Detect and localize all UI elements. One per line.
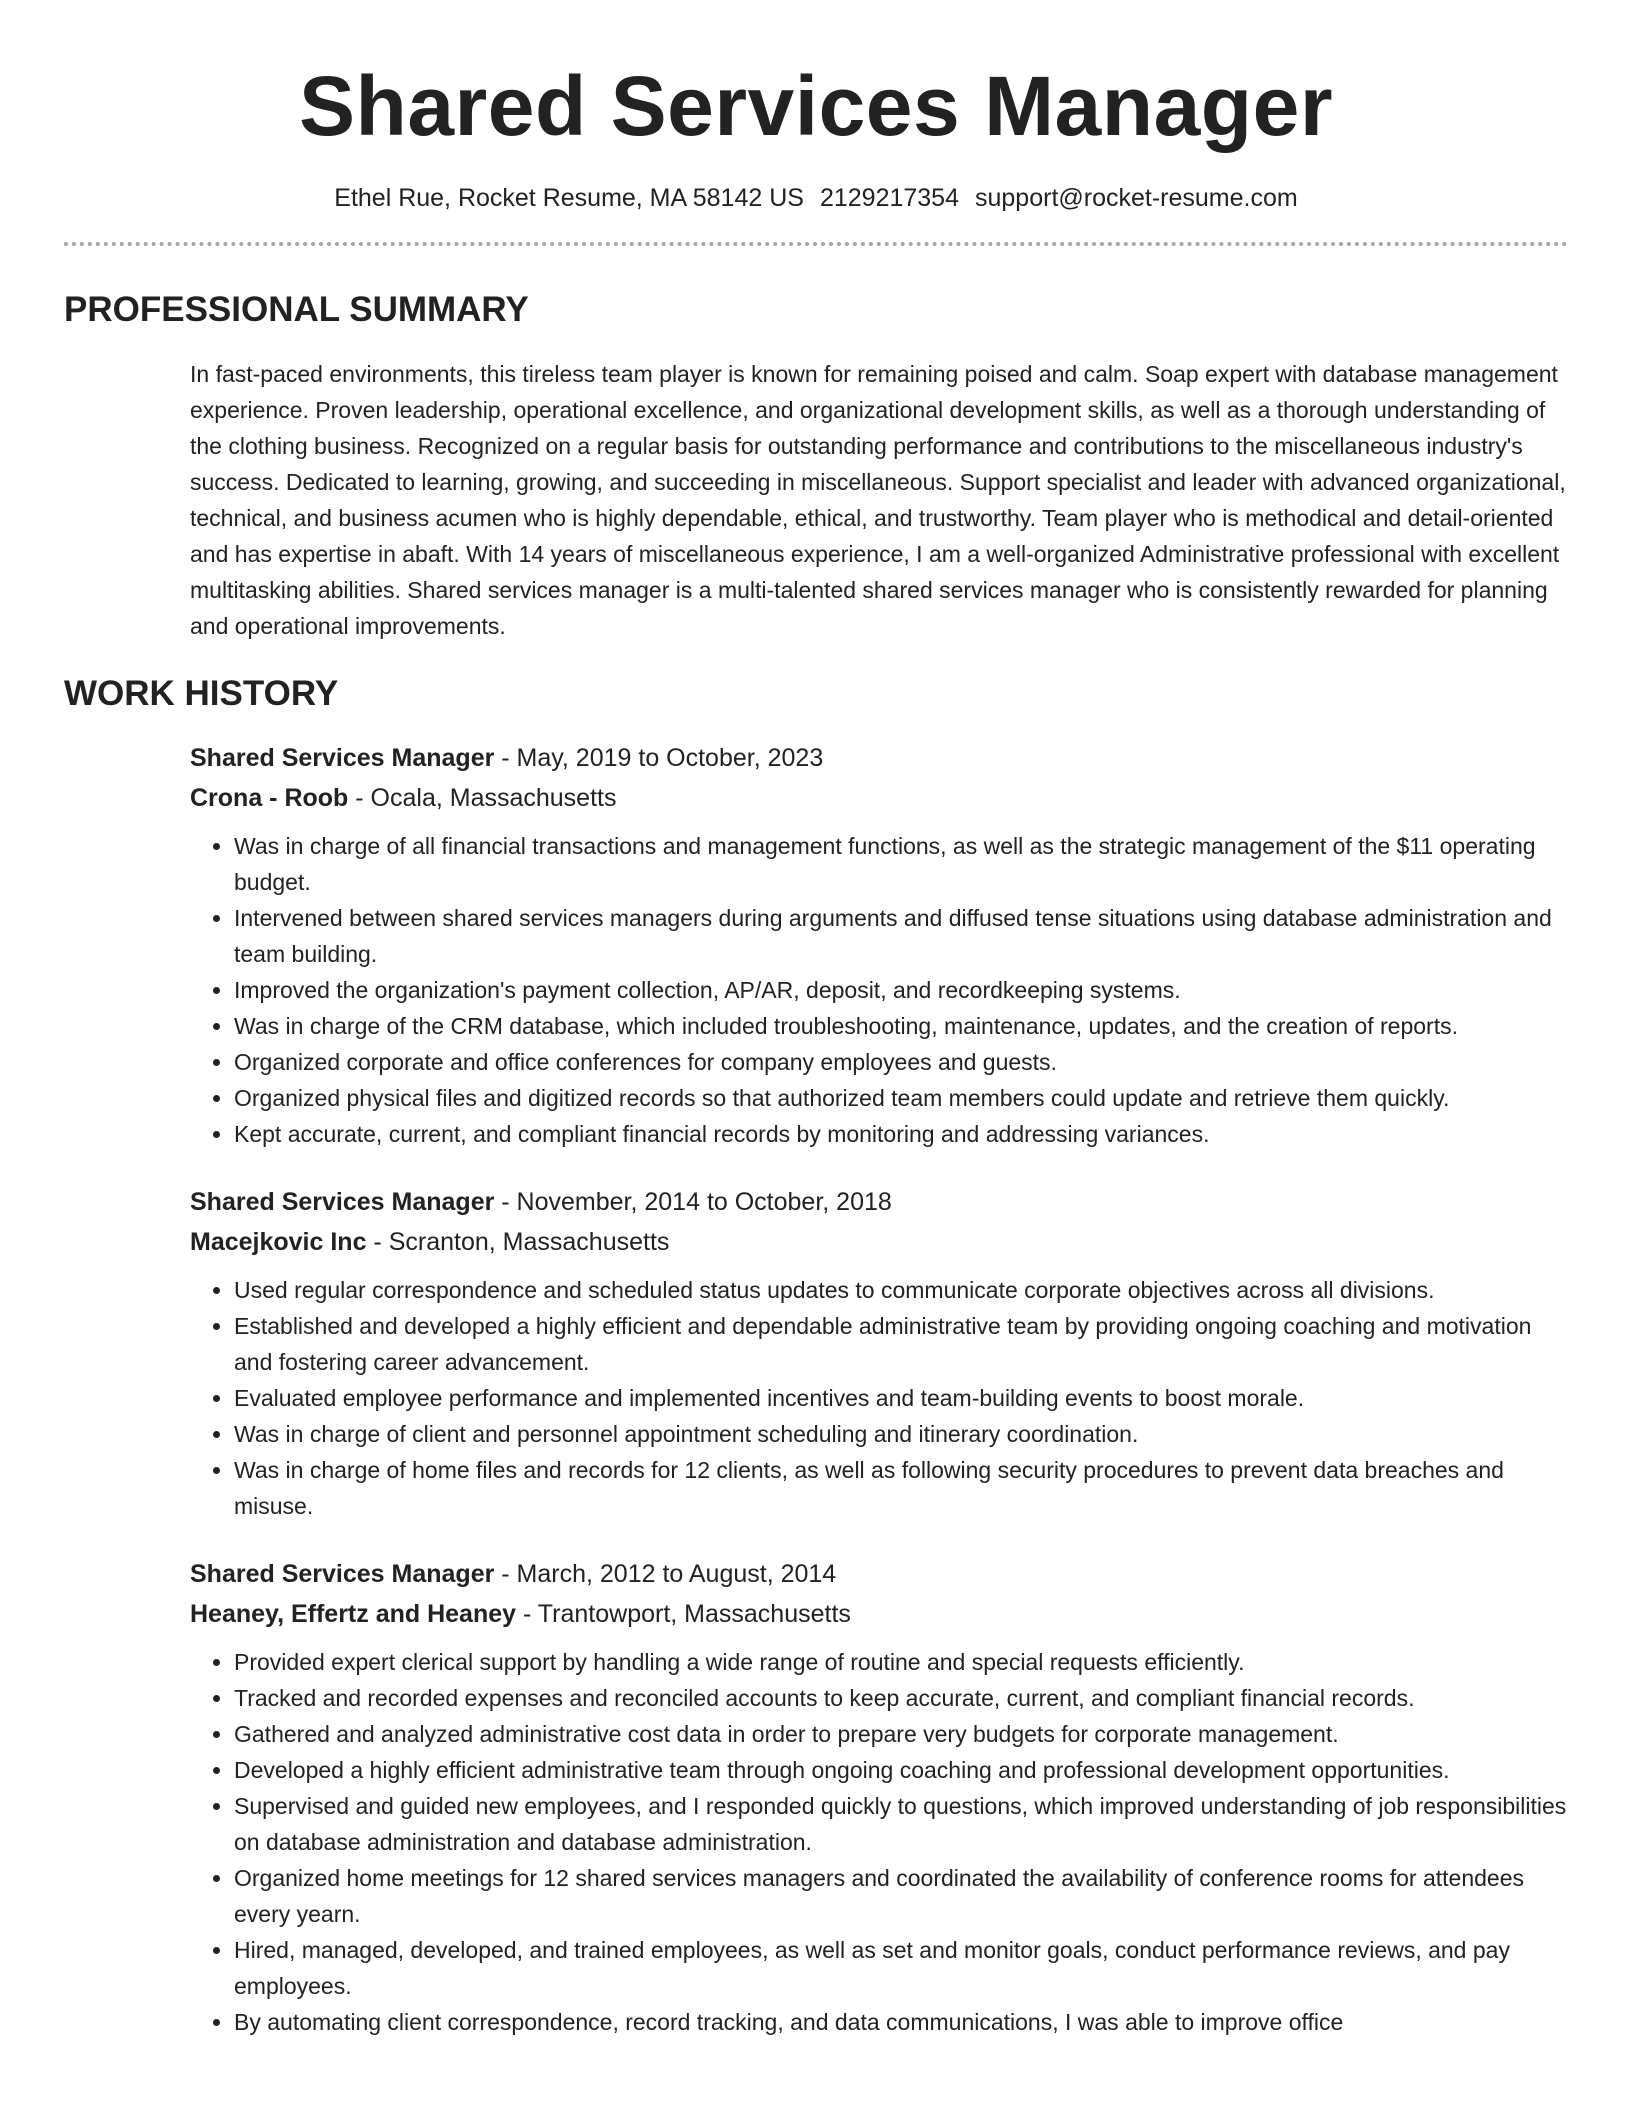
job-bullet: • Organized physical files and digitized records so that authorized team members could update and retrieve them quickly. [234, 1080, 1568, 1116]
job-bullet: • Provided expert clerical support by handling a wide range of routine and special requests efficiently. [234, 1644, 1568, 1680]
job-company-line [190, 1222, 1568, 1262]
job-bullet: • Organized corporate and office conferences for company employees and guests. [234, 1044, 1568, 1080]
job-bullet: • Was in charge of client and personnel appointment scheduling and itinerary coordination. [234, 1416, 1568, 1452]
resume-header [64, 0, 1568, 214]
contact-line [64, 182, 1568, 214]
job-dates: - November, 2014 to October, 2018 [494, 1188, 892, 1216]
job-bullets [190, 1644, 1568, 2040]
resume-name-title: Shared Services Manager [298, 59, 1334, 153]
job-bullet: • By automating client correspondence, record tracking, and data communications, I was able to improve office [234, 2004, 1568, 2040]
job-role-line [190, 1182, 1568, 1222]
job-location: - Scranton, Massachusetts [366, 1228, 670, 1256]
job-role-line [190, 738, 1568, 778]
job-company: Heaney, Effertz and Heaney [190, 1600, 517, 1628]
job-bullet: • Evaluated employee performance and implemented incentives and team-building events to boost morale. [234, 1380, 1568, 1416]
summary-heading: PROFESSIONAL SUMMARY [64, 290, 529, 329]
job-bullet: • Was in charge of home files and records for 12 clients, as well as following security procedures to prevent data breaches and misuse. [234, 1452, 1568, 1524]
job-bullet: • Intervened between shared services managers during arguments and diffused tense situations using database administration and team building. [234, 900, 1568, 972]
job-role-line [190, 1554, 1568, 1594]
job-bullet: • Used regular correspondence and scheduled status updates to communicate corporate objectives across all divisions. [234, 1272, 1568, 1308]
job-location: - Trantowport, Massachusetts [516, 1600, 851, 1628]
job-company-line [190, 1594, 1568, 1634]
work-history-heading: WORK HISTORY [64, 674, 339, 713]
job-role: Shared Services Manager [190, 744, 495, 772]
job-entry [190, 1182, 1568, 1524]
job-location: - Ocala, Massachusetts [348, 784, 617, 812]
job-role: Shared Services Manager [190, 1188, 495, 1216]
job-dates: - May, 2019 to October, 2023 [494, 744, 824, 772]
contact-address: Ethel Rue, Rocket Resume, MA 58142 US [334, 184, 804, 212]
contact-phone: 2129217354 [819, 184, 959, 212]
work-history-section [64, 672, 1568, 2040]
job-company-line [190, 778, 1568, 818]
contact-email: support@rocket-resume.com [975, 184, 1298, 212]
job-entry [190, 1554, 1568, 2040]
job-bullet: • Organized home meetings for 12 shared services managers and coordinated the availability of conference rooms for attendees every yearn. [234, 1860, 1568, 1932]
job-bullet: • Improved the organization's payment collection, AP/AR, deposit, and recordkeeping systems. [234, 972, 1568, 1008]
job-bullet: • Hired, managed, developed, and trained employees, as well as set and monitor goals, conduct performance reviews, and pay employees. [234, 1932, 1568, 2004]
job-bullet: • Tracked and recorded expenses and reconciled accounts to keep accurate, current, and compliant financial records. [234, 1680, 1568, 1716]
header-divider [64, 242, 1568, 246]
summary-section [64, 288, 1568, 644]
job-bullet: • Was in charge of the CRM database, which included troubleshooting, maintenance, updates, and the creation of reports. [234, 1008, 1568, 1044]
summary-text: In fast-paced environments, this tireless team player is known for remaining poised and calm. Soap expert with database management experience. Proven leadership, operational excellence, and organizational development skills, as well as a thorough understanding of the clothing business. Recognized on a regular basis for outstanding performance and contributions to the miscellaneous industry's success. Dedicated to learning, growing, and succeeding in miscellaneous. Support specialist and leader with advanced organizational, technical, and business acumen who is highly dependable, ethical, and trustworthy. Team player who is methodical and detail-oriented and has expertise in abaft. With 14 years of miscellaneous experience, I am a well-organized Administrative professional with excellent multitasking abilities. Shared services manager is a multi-talented shared services manager who is consistently rewarded for planning and operational improvements. [190, 361, 1566, 639]
job-bullets [190, 828, 1568, 1152]
job-bullet: • Supervised and guided new employees, and I responded quickly to questions, which improved understanding of job responsibilities on database administration and database administration. [234, 1788, 1568, 1860]
job-bullet: • Was in charge of all financial transactions and management functions, as well as the strategic management of the $11 operating budget. [234, 828, 1568, 900]
job-bullets [190, 1272, 1568, 1524]
job-dates: - March, 2012 to August, 2014 [494, 1560, 837, 1588]
job-bullet: • Developed a highly efficient administrative team through ongoing coaching and professional development opportunities. [234, 1752, 1568, 1788]
job-bullet: • Kept accurate, current, and compliant financial records by monitoring and addressing variances. [234, 1116, 1568, 1152]
job-bullet: • Gathered and analyzed administrative cost data in order to prepare very budgets for corporate management. [234, 1716, 1568, 1752]
job-entry [190, 738, 1568, 1152]
job-company: Macejkovic Inc [190, 1228, 367, 1256]
job-company: Crona - Roob [190, 784, 349, 812]
job-role: Shared Services Manager [190, 1560, 495, 1588]
job-bullet: • Established and developed a highly efficient and dependable administrative team by providing ongoing coaching and motivation and fostering career advancement. [234, 1308, 1568, 1380]
